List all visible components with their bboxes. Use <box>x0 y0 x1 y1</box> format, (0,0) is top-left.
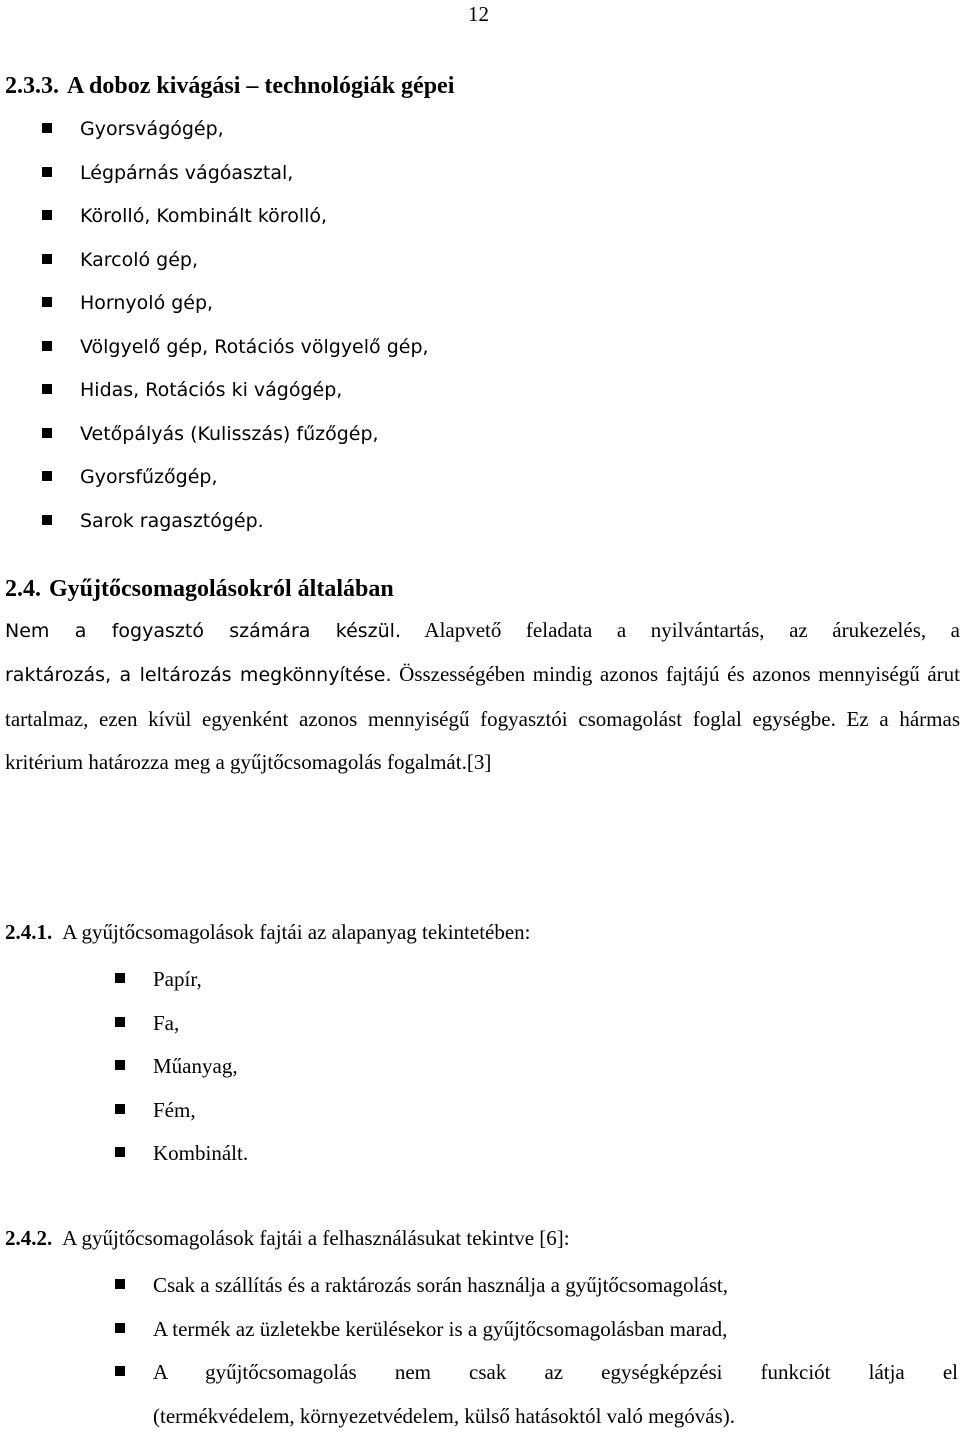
list-item <box>153 1351 958 1395</box>
section-2-4-body <box>5 653 960 785</box>
list-item-continuation: (termékvédelem, környezetvédelem, külső hatásoktól való megóvás). <box>153 1404 735 1428</box>
list-item: Műanyag, <box>153 1045 248 1089</box>
paragraph-sans-text: Nem a fogyasztó számára készül. <box>5 620 401 642</box>
list-item: Légpárnás vágóasztal, <box>80 152 429 196</box>
section-title: Gyűjtőcsomagolásokról általában <box>49 576 394 602</box>
section-2-4-heading <box>5 576 394 603</box>
list-item: Vetőpályás (Kulisszás) fűzőgép, <box>80 413 429 457</box>
section-number: 2.4. <box>5 576 41 602</box>
paragraph-text: Összességében mindig azonos fajtájú és azonos mennyiségű árut tartalmaz, ezen kívül egyenként azonos mennyiségű fogyasztói csomagolást foglal egységbe. Ez a hármas kritérium határozza meg a gyűjtőcsomagolás fogalmát.[3] <box>5 662 960 774</box>
list-item: Gyorsvágógép, <box>80 108 429 152</box>
paragraph-text: Alapvető feladata a nyilvántartás, az árukezelés, a <box>424 618 960 642</box>
list-item: Hornyoló gép, <box>80 282 429 326</box>
page-number: 12 <box>468 2 489 26</box>
section-2-4-2-heading <box>5 1226 570 1251</box>
section-2-4-line-1 <box>5 609 960 654</box>
usage-list <box>153 1264 958 1395</box>
section-title: A gyűjtőcsomagolások fajtái a felhasználásukat tekintve [6]: <box>62 1226 570 1250</box>
list-item: Csak a szállítás és a raktározás során használja a gyűjtőcsomagolást, <box>153 1264 958 1308</box>
list-item: Gyorsfűzőgép, <box>80 456 429 500</box>
list-item: Sarok ragasztógép. <box>80 500 429 544</box>
section-2-4-1-heading <box>5 920 531 945</box>
section-title: A doboz kivágási – technológiák gépei <box>67 73 455 99</box>
list-item-text: A gyűjtőcsomagolás nem csak az egységképzési funkciót látja el <box>153 1360 958 1384</box>
material-list <box>153 958 248 1176</box>
section-number: 2.4.1. <box>5 920 53 944</box>
list-item: Papír, <box>153 958 248 1002</box>
section-number: 2.4.2. <box>5 1226 53 1250</box>
list-item: Fa, <box>153 1002 248 1046</box>
machine-list <box>80 108 429 543</box>
section-title: A gyűjtőcsomagolások fajtái az alapanyag tekintetében: <box>62 920 531 944</box>
list-item: A termék az üzletekbe kerülésekor is a gyűjtőcsomagolásban marad, <box>153 1308 958 1352</box>
list-item: Völgyelő gép, Rotációs völgyelő gép, <box>80 326 429 370</box>
list-item: Kombinált. <box>153 1132 248 1176</box>
list-item: Fém, <box>153 1089 248 1133</box>
section-2-3-3-heading <box>5 73 454 100</box>
list-item: Körolló, Kombinált körolló, <box>80 195 429 239</box>
list-item: Karcoló gép, <box>80 239 429 283</box>
paragraph-sans-text: raktározás, a leltározás megkönnyítése. <box>5 664 392 686</box>
section-number: 2.3.3. <box>5 73 59 99</box>
list-item: Hidas, Rotációs ki vágógép, <box>80 369 429 413</box>
